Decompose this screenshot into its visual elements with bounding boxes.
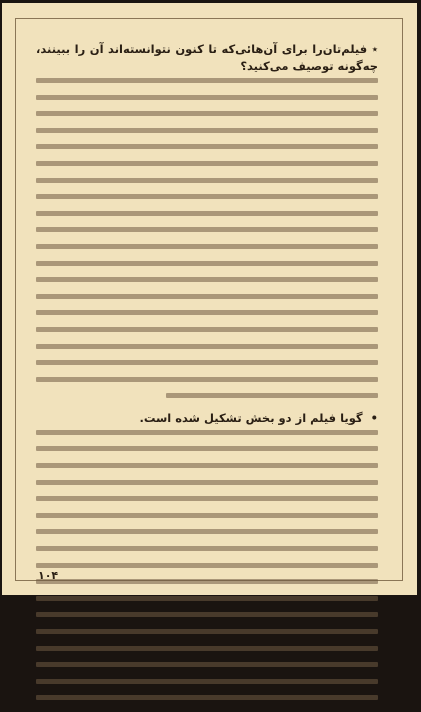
- text-line: [36, 95, 378, 100]
- text-line: [36, 78, 378, 83]
- asterisk-marker: ٭: [371, 42, 378, 56]
- text-line: [36, 695, 378, 700]
- text-line: [36, 211, 378, 216]
- answer-2-placeholder: [36, 430, 378, 701]
- text-line: [36, 194, 378, 199]
- text-line: [36, 111, 378, 116]
- page-number: ۱۰۴: [38, 569, 59, 582]
- text-line: [36, 646, 378, 651]
- text-line: [166, 393, 378, 398]
- text-line: [36, 277, 378, 282]
- text-line: [36, 679, 378, 684]
- text-line: [36, 178, 378, 183]
- page-body: [36, 41, 378, 712]
- text-line: [36, 161, 378, 166]
- text-line: [36, 360, 378, 365]
- bullet-marker: •: [370, 410, 378, 425]
- question-2-text: گویا فیلم از دو بخش تشکیل شده است.: [139, 410, 363, 425]
- text-line: [36, 128, 378, 133]
- text-line: [36, 629, 378, 634]
- text-line: [36, 596, 378, 601]
- text-line: [36, 563, 378, 568]
- text-line: [36, 496, 378, 501]
- text-line: [36, 662, 378, 667]
- question-2: [36, 410, 378, 427]
- text-line: [36, 463, 378, 468]
- answer-1-placeholder: [36, 78, 378, 398]
- text-line: [36, 344, 378, 349]
- text-line: [36, 579, 378, 584]
- text-line: [36, 612, 378, 617]
- text-line: [36, 294, 378, 299]
- text-line: [36, 430, 378, 435]
- text-line: [36, 513, 378, 518]
- question-1-text: فیلم‌تان‌را برای آن‌هائی‌که تا کنون نتوانسته‌اند آن را ببینند، چه‌گونه توصیف می‌کنید؟: [36, 42, 378, 73]
- text-line: [36, 144, 378, 149]
- text-line: [36, 377, 378, 382]
- text-line: [36, 261, 378, 266]
- text-line: [36, 480, 378, 485]
- book-page: [2, 3, 417, 595]
- question-1: [36, 41, 378, 75]
- text-line: [36, 327, 378, 332]
- text-line: [36, 244, 378, 249]
- text-line: [36, 546, 378, 551]
- text-line: [36, 310, 378, 315]
- text-line: [36, 446, 378, 451]
- text-line: [36, 227, 378, 232]
- text-line: [36, 529, 378, 534]
